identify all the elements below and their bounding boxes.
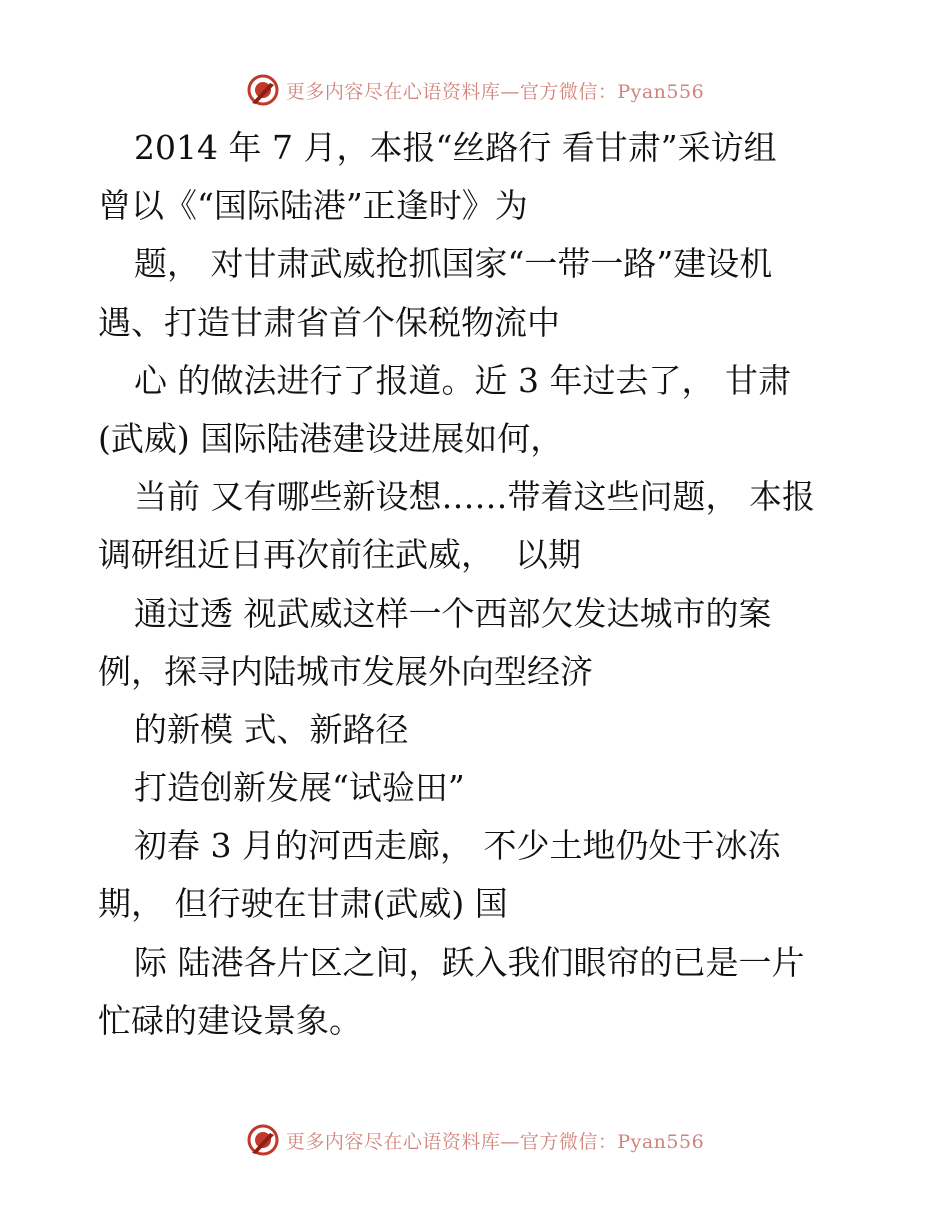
quill-seal-icon	[246, 73, 280, 107]
paragraph-line: 曾以《“国际陆港”正逢时》为	[98, 186, 528, 226]
paragraph-line: 例，探寻内陆城市发展外向型经济	[98, 651, 593, 691]
header-banner-text: 更多内容尽在心语资料库—官方微信：Pyan556	[285, 80, 705, 103]
header-banner	[0, 70, 950, 110]
quill-seal-icon	[246, 1123, 280, 1157]
section-heading: 打造创新发展“试验田”	[134, 768, 465, 808]
footer-banner	[0, 1120, 950, 1160]
paragraph-line: 当前 又有哪些新设想……带着这些问题， 本报	[134, 477, 815, 517]
paragraph-line: 2014 年 7 月，本报“丝路行 看甘肃”采访组	[134, 128, 777, 167]
paragraph-line: 题， 对甘肃武威抢抓国家“一带一路”建设机	[134, 244, 773, 284]
paragraph-line: 通过透 视武威这样一个西部欠发达城市的案	[134, 593, 772, 633]
footer-banner-text: 更多内容尽在心语资料库—官方微信：Pyan556	[285, 1130, 705, 1153]
paragraph-line: 的新模 式、新路径	[134, 709, 409, 749]
paragraph-line: (武威) 国际陆港建设进展如何，	[98, 418, 564, 458]
paragraph-line: 际 陆港各片区之间，跃入我们眼帘的已是一片	[134, 942, 805, 982]
paragraph-line: 忙碌的建设景象。	[98, 1000, 362, 1040]
paragraph-line: 期， 但行驶在甘肃(武威) 国	[98, 884, 508, 924]
paragraph-line: 调研组近日再次前往武威， 以期	[98, 535, 581, 575]
paragraph-line: 遇、打造甘肃省首个保税物流中	[98, 302, 560, 342]
paragraph-line: 心 的做法进行了报道。近 3 年过去了， 甘肃	[134, 360, 791, 400]
paragraph-line: 初春 3 月的河西走廊， 不少土地仍处于冰冻	[134, 826, 781, 866]
article-body	[98, 119, 878, 1050]
